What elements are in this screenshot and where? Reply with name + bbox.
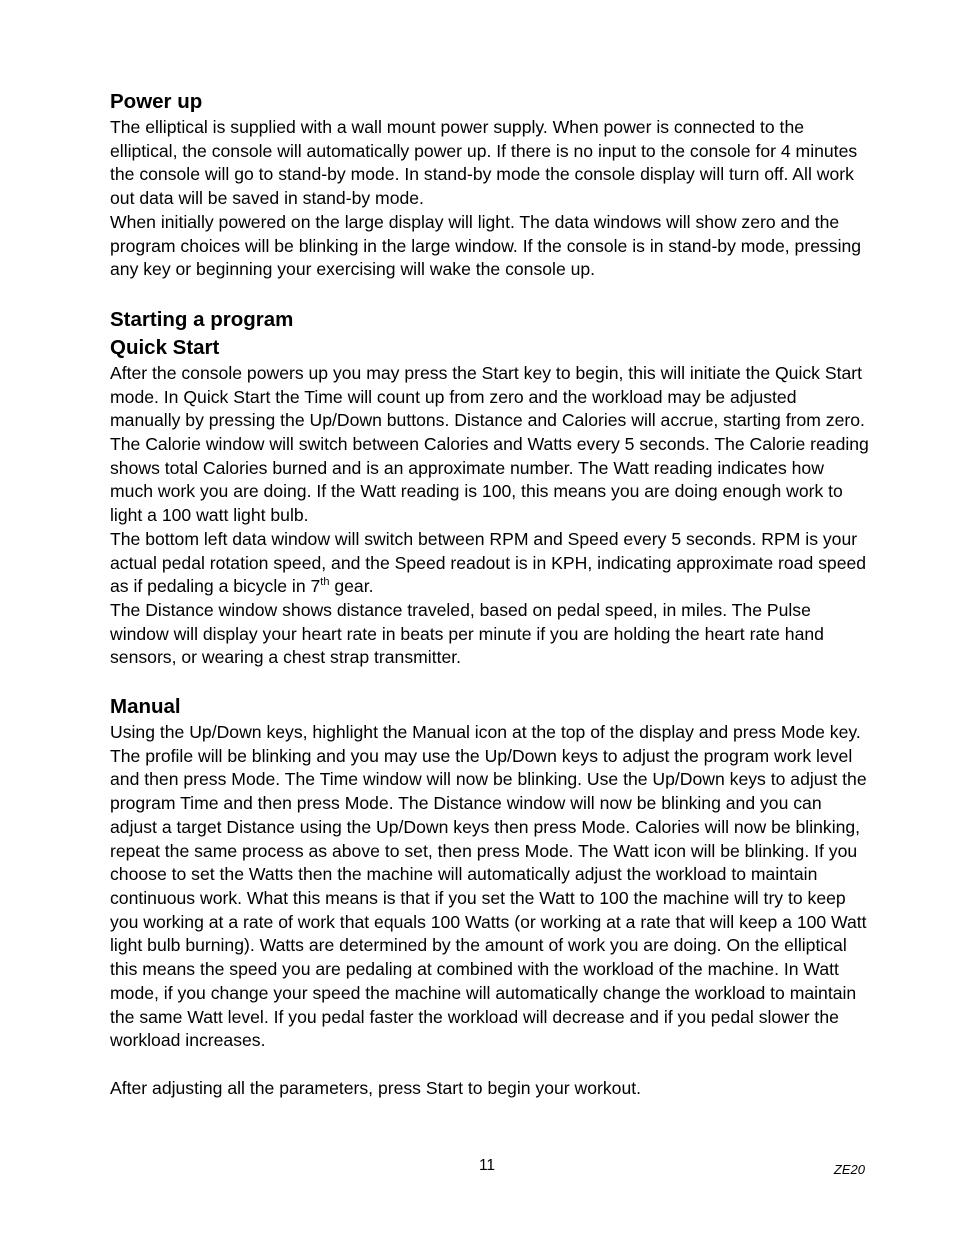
paragraph: The Distance window shows distance traveled, based on pedal speed, in miles. The Pulse window will display your heart rate in beats per minute if you are holding the heart rate hand sensors, or wearing a chest strap transmitter. bbox=[110, 599, 824, 668]
heading-starting-program: Starting a program bbox=[110, 307, 294, 331]
section-starting-program bbox=[110, 306, 870, 670]
paragraph: After adjusting all the parameters, press Start to begin your workout. bbox=[110, 1077, 642, 1098]
paragraph: After the console powers up you may press the Start key to begin, this will initiate the Quick Start mode. In Quick Start the Time will count up from zero and the workload may be adjusted manually by pressing the Up/Down buttons. Distance and Calories will accrue, starting from zero. bbox=[110, 362, 865, 431]
paragraph-spacer bbox=[110, 1053, 870, 1077]
heading-power-up: Power up bbox=[110, 90, 203, 113]
paragraph: The Calorie window will switch between Calories and Watts every 5 seconds. The Calorie reading shows total Calories burned and is an approximate number. The Watt reading indicates how much work you are doing. If the Watt reading is 100, this means you are doing enough work to light a 100 watt light bulb. bbox=[110, 434, 869, 526]
paragraph: Using the Up/Down keys, highlight the Manual icon at the top of the display and press Mode key. The profile will be blinking and you may use the Up/Down keys to adjust the program work level and then press Mode. The Time window will now be blinking. Use the Up/Down keys to adjust the program Time and then press Mode. The Distance window will now be blinking and you can adjust a target Distance using the Up/Down keys then press Mode. Calories will now be blinking, repeat the same process as above to set, then press Mode. The Watt icon will be blinking. If you choose to set the Watts then the machine will automatically adjust the workload to maintain continuous work. What this means is that if you set the Watt to 100 the machine will try to keep you working at a rate of work that equals 100 Watts (or working at a rate that will keep a 100 Watt light bulb burning). Watts are determined by the amount of work you are doing. On the elliptical this means the speed you are pedaling at combined with the workload of the machine. In Watt mode, if you change your speed the machine will automatically change the workload to maintain the same Watt level. If you pedal faster the workload will decrease and if you pedal slower the workload increases. bbox=[110, 722, 867, 1051]
paragraph-text: gear. bbox=[329, 576, 374, 597]
heading-manual: Manual bbox=[110, 695, 181, 719]
paragraph: When initially powered on the large display will light. The data windows will show zero and the program choices will be blinking in the large window. If the console is in stand-by mode, pressing any key or beginning your exercising will wake the console up. bbox=[110, 211, 862, 280]
heading-quick-start: Quick Start bbox=[110, 335, 220, 359]
page-number: 11 bbox=[478, 1157, 496, 1174]
section-power-up bbox=[110, 88, 870, 282]
paragraph bbox=[110, 528, 870, 599]
document-code: ZE20 bbox=[833, 1162, 865, 1177]
paragraph: The elliptical is supplied with a wall mount power supply. When power is connected to the elliptical, the console will automatically power up. If there is no input to the console for 4 minutes the console will go to stand-by mode. In stand-by mode the console display will turn off. All work out data will be saved in stand-by mode. bbox=[110, 117, 858, 209]
document-body bbox=[110, 88, 870, 1100]
superscript: th bbox=[320, 576, 330, 589]
section-manual bbox=[110, 693, 870, 1100]
paragraph-text: The bottom left data window will switch between RPM and Speed every 5 seconds. RPM is your actual pedal rotation speed, and the Speed readout is in KPH, indicating approximate road speed as if pedaling a bicycle in 7 bbox=[110, 528, 867, 597]
